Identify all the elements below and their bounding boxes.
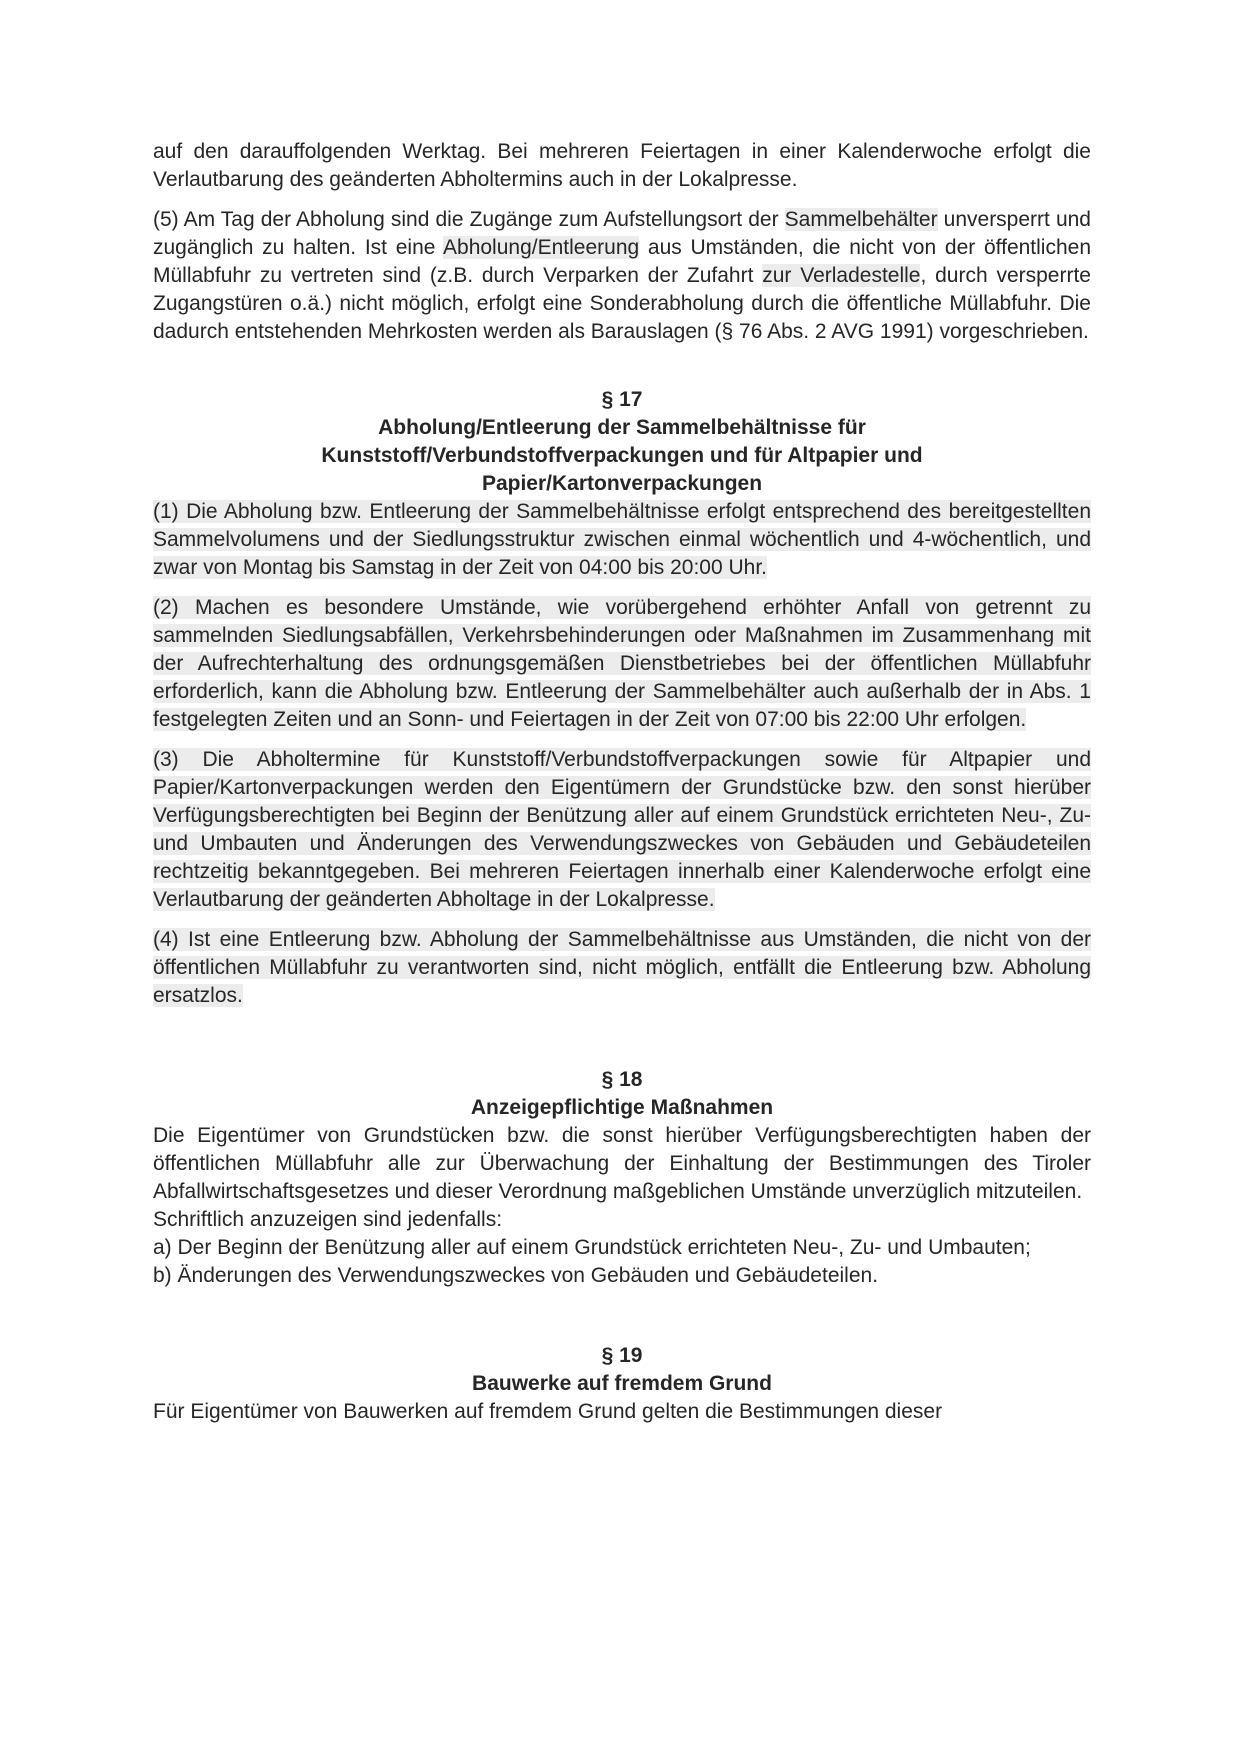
section-17-paragraph-4 — [153, 926, 1091, 1010]
section-18-item-a: a) Der Beginn der Benützung aller auf einem Grundstück errichteten Neu-, Zu- und Umbauten; — [153, 1236, 1031, 1259]
section-17-paragraph-2 — [153, 594, 1091, 734]
section-18-paragraph-2: Schriftlich anzuzeigen sind jedenfalls: — [153, 1208, 503, 1231]
section-17-paragraph-4-text: (4) Ist eine Entleerung bzw. Abholung der Sammelbehältnisse aus Umständen, die nicht von der öffentlichen Müllabfuhr zu verantworten sind, nicht möglich, entfällt die Entleerung bzw. Abholung ersatzlos. — [153, 928, 1091, 1007]
paragraph-5-part-d: , durch versperrte Zugangstüren o.ä.) nicht möglich, erfolgt eine Sonderabholung durch die öffentliche Müllabfuhr. Die dadurch entstehenden Mehrkosten werden als Barauslagen (§ 76 Abs. 2 AVG 1991) vorgeschrieben. — [153, 264, 1091, 343]
section-18-title: Anzeigepflichtige Maßnahmen — [470, 1096, 774, 1119]
paragraph-5-highlight-2: Abholung/Entleerung — [443, 236, 640, 259]
paragraph-5-part-c: aus Umständen, die nicht von der öffentlichen Müllabfuhr zu vertreten sind (z.B. durch Verparken der Zufahrt — [153, 236, 1092, 287]
section-19-title: Bauwerke auf fremdem Grund — [472, 1372, 772, 1395]
section-19-number: § 19 — [601, 1344, 643, 1367]
section-18-paragraph-1: Die Eigentümer von Grundstücken bzw. die sonst hierüber Verfügungsberechtigten haben der öffentlichen Müllabfuhr alle zur Überwachung der Einhaltung der Bestimmungen des Tiroler Abfallwirtschaftsgesetzes und dieser Verordnung maßgeblichen Umstände unverzüglich mitzuteilen. — [153, 1124, 1091, 1203]
paragraph-5-highlight-1: Sammelbehälter — [784, 208, 938, 231]
section-19-paragraph-1: Für Eigentümer von Bauwerken auf fremdem Grund gelten die Bestimmungen dieser — [153, 1400, 943, 1423]
document-page — [153, 138, 1091, 1438]
section-17-number: § 17 — [601, 388, 643, 411]
section-18-item-b: b) Änderungen des Verwendungszweckes von Gebäuden und Gebäudeteilen. — [153, 1264, 879, 1287]
paragraph-5 — [153, 206, 1091, 346]
section-17-paragraph-1-text: (1) Die Abholung bzw. Entleerung der Sammelbehältnisse erfolgt entsprechend des bereitgestellten Sammelvolumens und der Siedlungsstruktur zwischen einmal wöchentlich und 4-wöchentlich, und zwar von Montag bis Samstag in der Zeit von 04:00 bis 20:00 Uhr. — [153, 500, 1091, 579]
section-17-paragraph-1 — [153, 498, 1091, 582]
section-17-paragraph-3-text: (3) Die Abholtermine für Kunststoff/Verbundstoffverpackungen sowie für Altpapier und Papier/Kartonverpackungen werden den Eigentümern der Grundstücke bzw. den sonst hierüber Verfügungsberechtigten bei Beginn der Benützung aller auf einem Grundstück errichteten Neu-, Zu- und Umbauten und Änderungen des Verwendungszweckes von Gebäuden und Gebäudeteilen rechtzeitig bekanntgegeben. Bei mehreren Feiertagen innerhalb einer Kalenderwoche erfolgt eine Verlautbarung der geänderten Abholtage in der Lokalpresse. — [153, 748, 1091, 911]
section-17-title-line-2: Kunststoff/Verbundstoffverpackungen und für Altpapier und — [321, 444, 923, 467]
paragraph-5-part-b: unversperrt und zugänglich zu halten. Ist eine — [153, 208, 1091, 259]
section-17-title-line-3: Papier/Kartonverpackungen — [481, 472, 763, 495]
paragraph-5-part-a: (5) Am Tag der Abholung sind die Zugänge zum Aufstellungsort der — [153, 208, 785, 231]
intro-continuation: auf den darauffolgenden Werktag. Bei mehreren Feiertagen in einer Kalenderwoche erfolgt die Verlautbarung des geänderten Abholtermins auch in der Lokalpresse. — [153, 140, 1091, 191]
section-17-paragraph-2-text: (2) Machen es besondere Umstände, wie vorübergehend erhöhter Anfall von getrennt zu sammelnden Siedlungsabfällen, Verkehrsbehinderungen oder Maßnahmen im Zusammenhang mit der Aufrechterhaltung des ordnungsgemäßen Dienstbetriebes bei der öffentlichen Müllabfuhr erforderlich, kann die Abholung bzw. Entleerung der Sammelbehälter auch außerhalb der in Abs. 1 festgelegten Zeiten und an Sonn- und Feiertagen in der Zeit von 07:00 bis 22:00 Uhr erfolgen. — [153, 596, 1091, 731]
section-17-title-line-1: Abholung/Entleerung der Sammelbehältnisse für — [378, 416, 866, 439]
section-17-paragraph-3 — [153, 746, 1091, 914]
section-18-number: § 18 — [601, 1068, 643, 1091]
paragraph-5-highlight-3: zur Verladestelle — [762, 264, 921, 287]
